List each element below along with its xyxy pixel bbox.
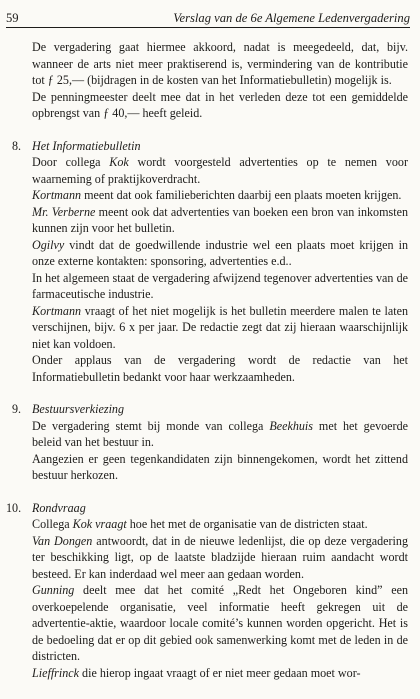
page-number: 59 — [6, 11, 19, 25]
page-header — [6, 8, 410, 28]
section-paragraph: Lieffrinck die hierop ingaat vraagt of er niet meer gedaan moet wor- — [32, 665, 361, 680]
speaker-name: Mr. Verberne — [32, 204, 96, 219]
section-paragraph: Ogilvy vindt dat de goedwillende industrie wel een plaats moet krijgen in onze externe kontakten: sponsoring, advertenties e.d.. — [32, 237, 408, 268]
section-spacer — [6, 122, 408, 138]
page-body — [6, 39, 408, 681]
intro-paragraph: De penningmeester deelt mee dat in het verleden deze tot een gemiddelde opbrengst van ƒ 40,— heeft geleid. — [32, 89, 408, 120]
speaker-name: Kok vraagt — [72, 517, 127, 531]
section — [6, 401, 408, 484]
section-paragraph: Door collega Kok wordt voorgesteld advertenties op te nemen voor waarneming of praktijkoverdracht. — [32, 155, 408, 186]
section-title: Bestuursverkiezing — [32, 402, 125, 416]
running-title: Verslag van de 6e Algemene Ledenvergadering — [173, 11, 410, 25]
section-title: Het Informatiebulletin — [32, 138, 141, 153]
section-paragraph: Kortmann vraagt of het niet mogelijk is het bulletin meerdere malen te laten verschijnen, bijv. 6 x per jaar. De redactie zegt dat zij hieraan waarschijnlijk niet kan voldoen. — [32, 303, 408, 351]
section-spacer — [6, 484, 408, 500]
speaker-name: Kortmann — [32, 188, 82, 202]
section — [6, 138, 408, 386]
section-paragraph: Collega Kok vraagt hoe het met de organisatie van de districten staat. — [32, 517, 368, 531]
section-paragraph: Aangezien er geen tegenkandidaten zijn binnengekomen, wordt het zittend bestuur herkozen. — [32, 451, 408, 482]
speaker-name: Lieffrinck — [32, 665, 80, 680]
section-paragraph: Onder applaus van de vergadering wordt de redactie van het Informatiebulletin bedankt voor haar werkzaamheden. — [32, 353, 408, 384]
section-heading — [6, 401, 408, 418]
header-rule — [6, 27, 410, 28]
speaker-name: Van Dongen — [32, 533, 93, 548]
section-paragraph: Kortmann meent dat ook familieberichten daarbij een plaats moeten krijgen. — [32, 188, 402, 202]
section-title: Rondvraag — [32, 500, 86, 515]
speaker-name: Kortmann — [32, 303, 82, 318]
section-heading — [6, 500, 408, 517]
section-paragraph: In het algemeen staat de vergadering afwijzend tegenover advertenties van de farmaceutische industrie. — [32, 270, 408, 301]
speaker-name: Kok — [109, 155, 129, 169]
intro-paragraph: De vergadering gaat hiermee akkoord, nadat is meegedeeld, dat, bijv. wanneer de arts niet meer praktiserend is, vermindering van de kontributie tot ƒ 25,— (bijdragen in de kosten van het Informatiebulletin) mogelijk is. — [32, 40, 408, 87]
sections — [6, 122, 408, 682]
section-spacer — [6, 385, 408, 401]
speaker-name: Beekhuis — [269, 418, 313, 433]
section — [6, 500, 408, 682]
section-paragraph: Gunning deelt mee dat het comité „Redt het Ongeboren kind” een overkoepelende organisatie, veel informatie heeft gekregen uit de advertentie-aktie, waardoor locale comité’s kunnen worden opgericht. Het is de bedoeling dat er op dit gebied ook samenwerking komt met de leden in de districten. — [32, 583, 408, 663]
section-paragraph: Van Dongen antwoordt, dat in de nieuwe ledenlijst, die op deze vergadering ter beschikking ligt, op de laatste bladzijde hieraan ruim aandacht wordt besteed. Er kan inderdaad wel meer aan gedaan worden. — [32, 533, 409, 581]
section-number: 10. — [6, 500, 22, 515]
section-paragraph: De vergadering stemt bij monde van collega Beekhuis met het gevoerde beleid van het bestuur in. — [32, 418, 408, 449]
section-number: 9. — [12, 402, 22, 416]
section-paragraph: Mr. Verberne meent ook dat advertenties van boeken een bron van inkomsten kunnen zijn voor het bulletin. — [32, 204, 408, 235]
section-heading — [6, 138, 408, 155]
speaker-name: Ogilvy — [32, 237, 65, 252]
speaker-name: Gunning — [32, 583, 75, 597]
section-number: 8. — [12, 138, 22, 153]
